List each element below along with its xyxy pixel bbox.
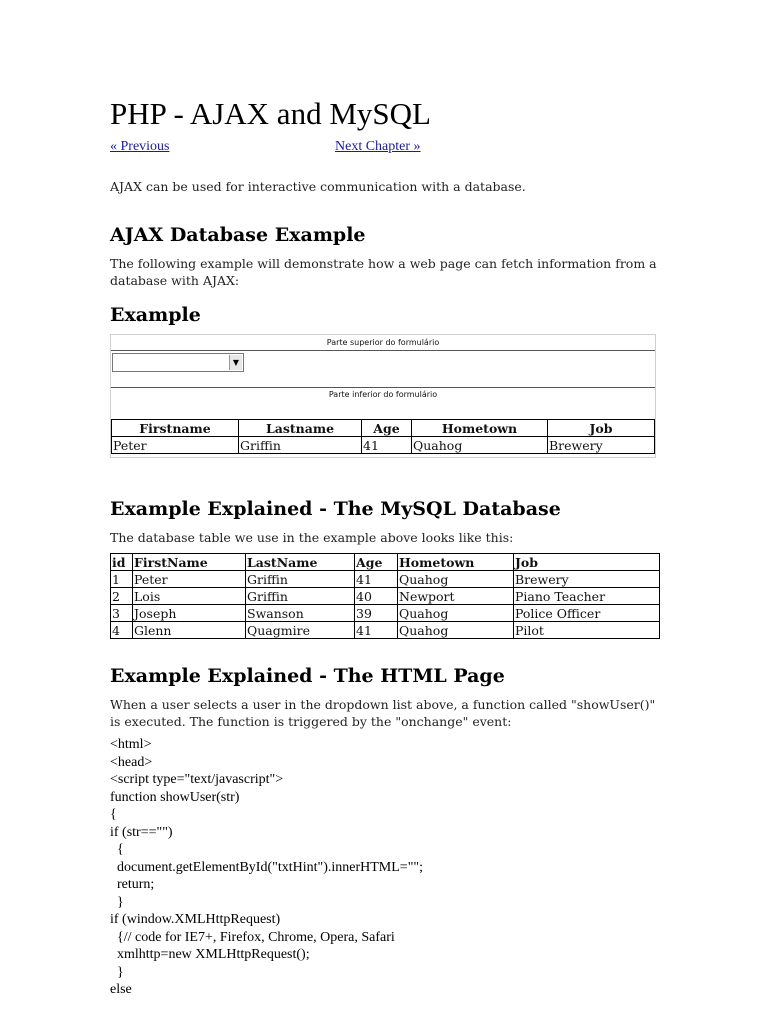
code-line: return;: [110, 877, 155, 892]
table-cell: Pilot: [514, 622, 660, 639]
table-cell: Joseph: [133, 605, 246, 622]
code-line: <html>: [110, 737, 152, 752]
table-cell: Quahog: [398, 605, 514, 622]
code-line: function showUser(str): [110, 789, 240, 805]
form-top-caption: Parte superior do formulário: [326, 338, 440, 347]
column-header: Job: [514, 554, 660, 571]
table-cell: Police Officer: [514, 605, 660, 622]
form-top-divider: [111, 350, 655, 351]
table-cell: 1: [111, 571, 133, 588]
table-cell: Griffin: [246, 588, 355, 605]
column-header: id: [111, 554, 133, 571]
table-row: [111, 571, 660, 588]
column-header: Firstname: [112, 420, 239, 437]
table-cell: 3: [111, 605, 133, 622]
next-chapter-link[interactable]: Next Chapter »: [335, 139, 421, 154]
user-select-dropdown[interactable]: [112, 353, 244, 372]
column-header: Hometown: [412, 420, 548, 437]
table-cell: Peter: [112, 437, 239, 454]
column-header: Age: [362, 420, 412, 437]
table-row: [111, 588, 660, 605]
table-cell: Swanson: [246, 605, 355, 622]
table-cell: Newport: [398, 588, 514, 605]
section-text-html-page: When a user selects a user in the dropdown list above, a function called "showUser()" is executed. The function is triggered by the "onchange" event:: [110, 697, 656, 729]
table-cell: Griffin: [246, 571, 355, 588]
table-cell: Quahog: [412, 437, 548, 454]
code-line: <script type="text/javascript">: [110, 772, 284, 787]
form-bottom-divider: [111, 387, 655, 388]
table-header-row: [112, 420, 655, 437]
table-cell: 41: [355, 571, 398, 588]
table-cell: 40: [355, 588, 398, 605]
code-listing: [110, 736, 423, 999]
section-heading-html-page: Example Explained - The HTML Page: [110, 665, 505, 687]
previous-link[interactable]: « Previous: [110, 139, 170, 154]
table-cell: Brewery: [514, 571, 660, 588]
table-cell: 41: [362, 437, 412, 454]
column-header: Job: [548, 420, 655, 437]
column-header: LastName: [246, 554, 355, 571]
intro-text: AJAX can be used for interactive communication with a database.: [110, 179, 526, 194]
code-line: {// code for IE7+, Firefox, Chrome, Opera, Safari: [110, 929, 395, 945]
result-table: [111, 419, 655, 454]
table-cell: Glenn: [133, 622, 246, 639]
section-text-database-example: The following example will demonstrate how a web page can fetch information from a database with AJAX:: [110, 256, 657, 288]
table-cell: Piano Teacher: [514, 588, 660, 605]
column-header: Lastname: [239, 420, 362, 437]
code-line: }: [110, 894, 124, 910]
code-line: }: [110, 964, 124, 980]
code-line: if (window.XMLHttpRequest): [110, 912, 281, 927]
table-row: [112, 437, 655, 454]
column-header: FirstName: [133, 554, 246, 571]
table-cell: Griffin: [239, 437, 362, 454]
code-line: document.getElementById("txtHint").innerHTML="";: [110, 859, 424, 875]
code-line: {: [110, 842, 124, 857]
table-row: [111, 605, 660, 622]
table-header-row: [111, 554, 660, 571]
section-text-mysql-database: The database table we use in the example above looks like this:: [110, 530, 514, 545]
section-heading-mysql-database: Example Explained - The MySQL Database: [110, 498, 561, 520]
table-cell: 41: [355, 622, 398, 639]
example-heading: Example: [110, 304, 201, 326]
table-cell: Brewery: [548, 437, 655, 454]
page-title: PHP - AJAX and MySQL: [110, 96, 431, 131]
chevron-down-icon[interactable]: ▼: [229, 355, 242, 370]
table-row: [111, 622, 660, 639]
table-cell: Quahog: [398, 622, 514, 639]
table-cell: Quahog: [398, 571, 514, 588]
example-frame: [110, 334, 656, 458]
table-cell: Peter: [133, 571, 246, 588]
code-line: {: [110, 807, 117, 822]
column-header: Age: [355, 554, 398, 571]
section-heading-database-example: AJAX Database Example: [110, 224, 366, 246]
code-line: xmlhttp=new XMLHttpRequest();: [110, 947, 310, 962]
code-line: if (str==""): [110, 824, 173, 840]
form-bottom-caption: Parte inferior do formulário: [328, 390, 438, 399]
table-cell: Quagmire: [246, 622, 355, 639]
table-cell: 4: [111, 622, 133, 639]
column-header: Hometown: [398, 554, 514, 571]
code-line: <head>: [110, 754, 153, 770]
database-table: [110, 553, 660, 639]
table-cell: 39: [355, 605, 398, 622]
table-cell: 2: [111, 588, 133, 605]
code-line: else: [110, 982, 132, 997]
table-cell: Lois: [133, 588, 246, 605]
